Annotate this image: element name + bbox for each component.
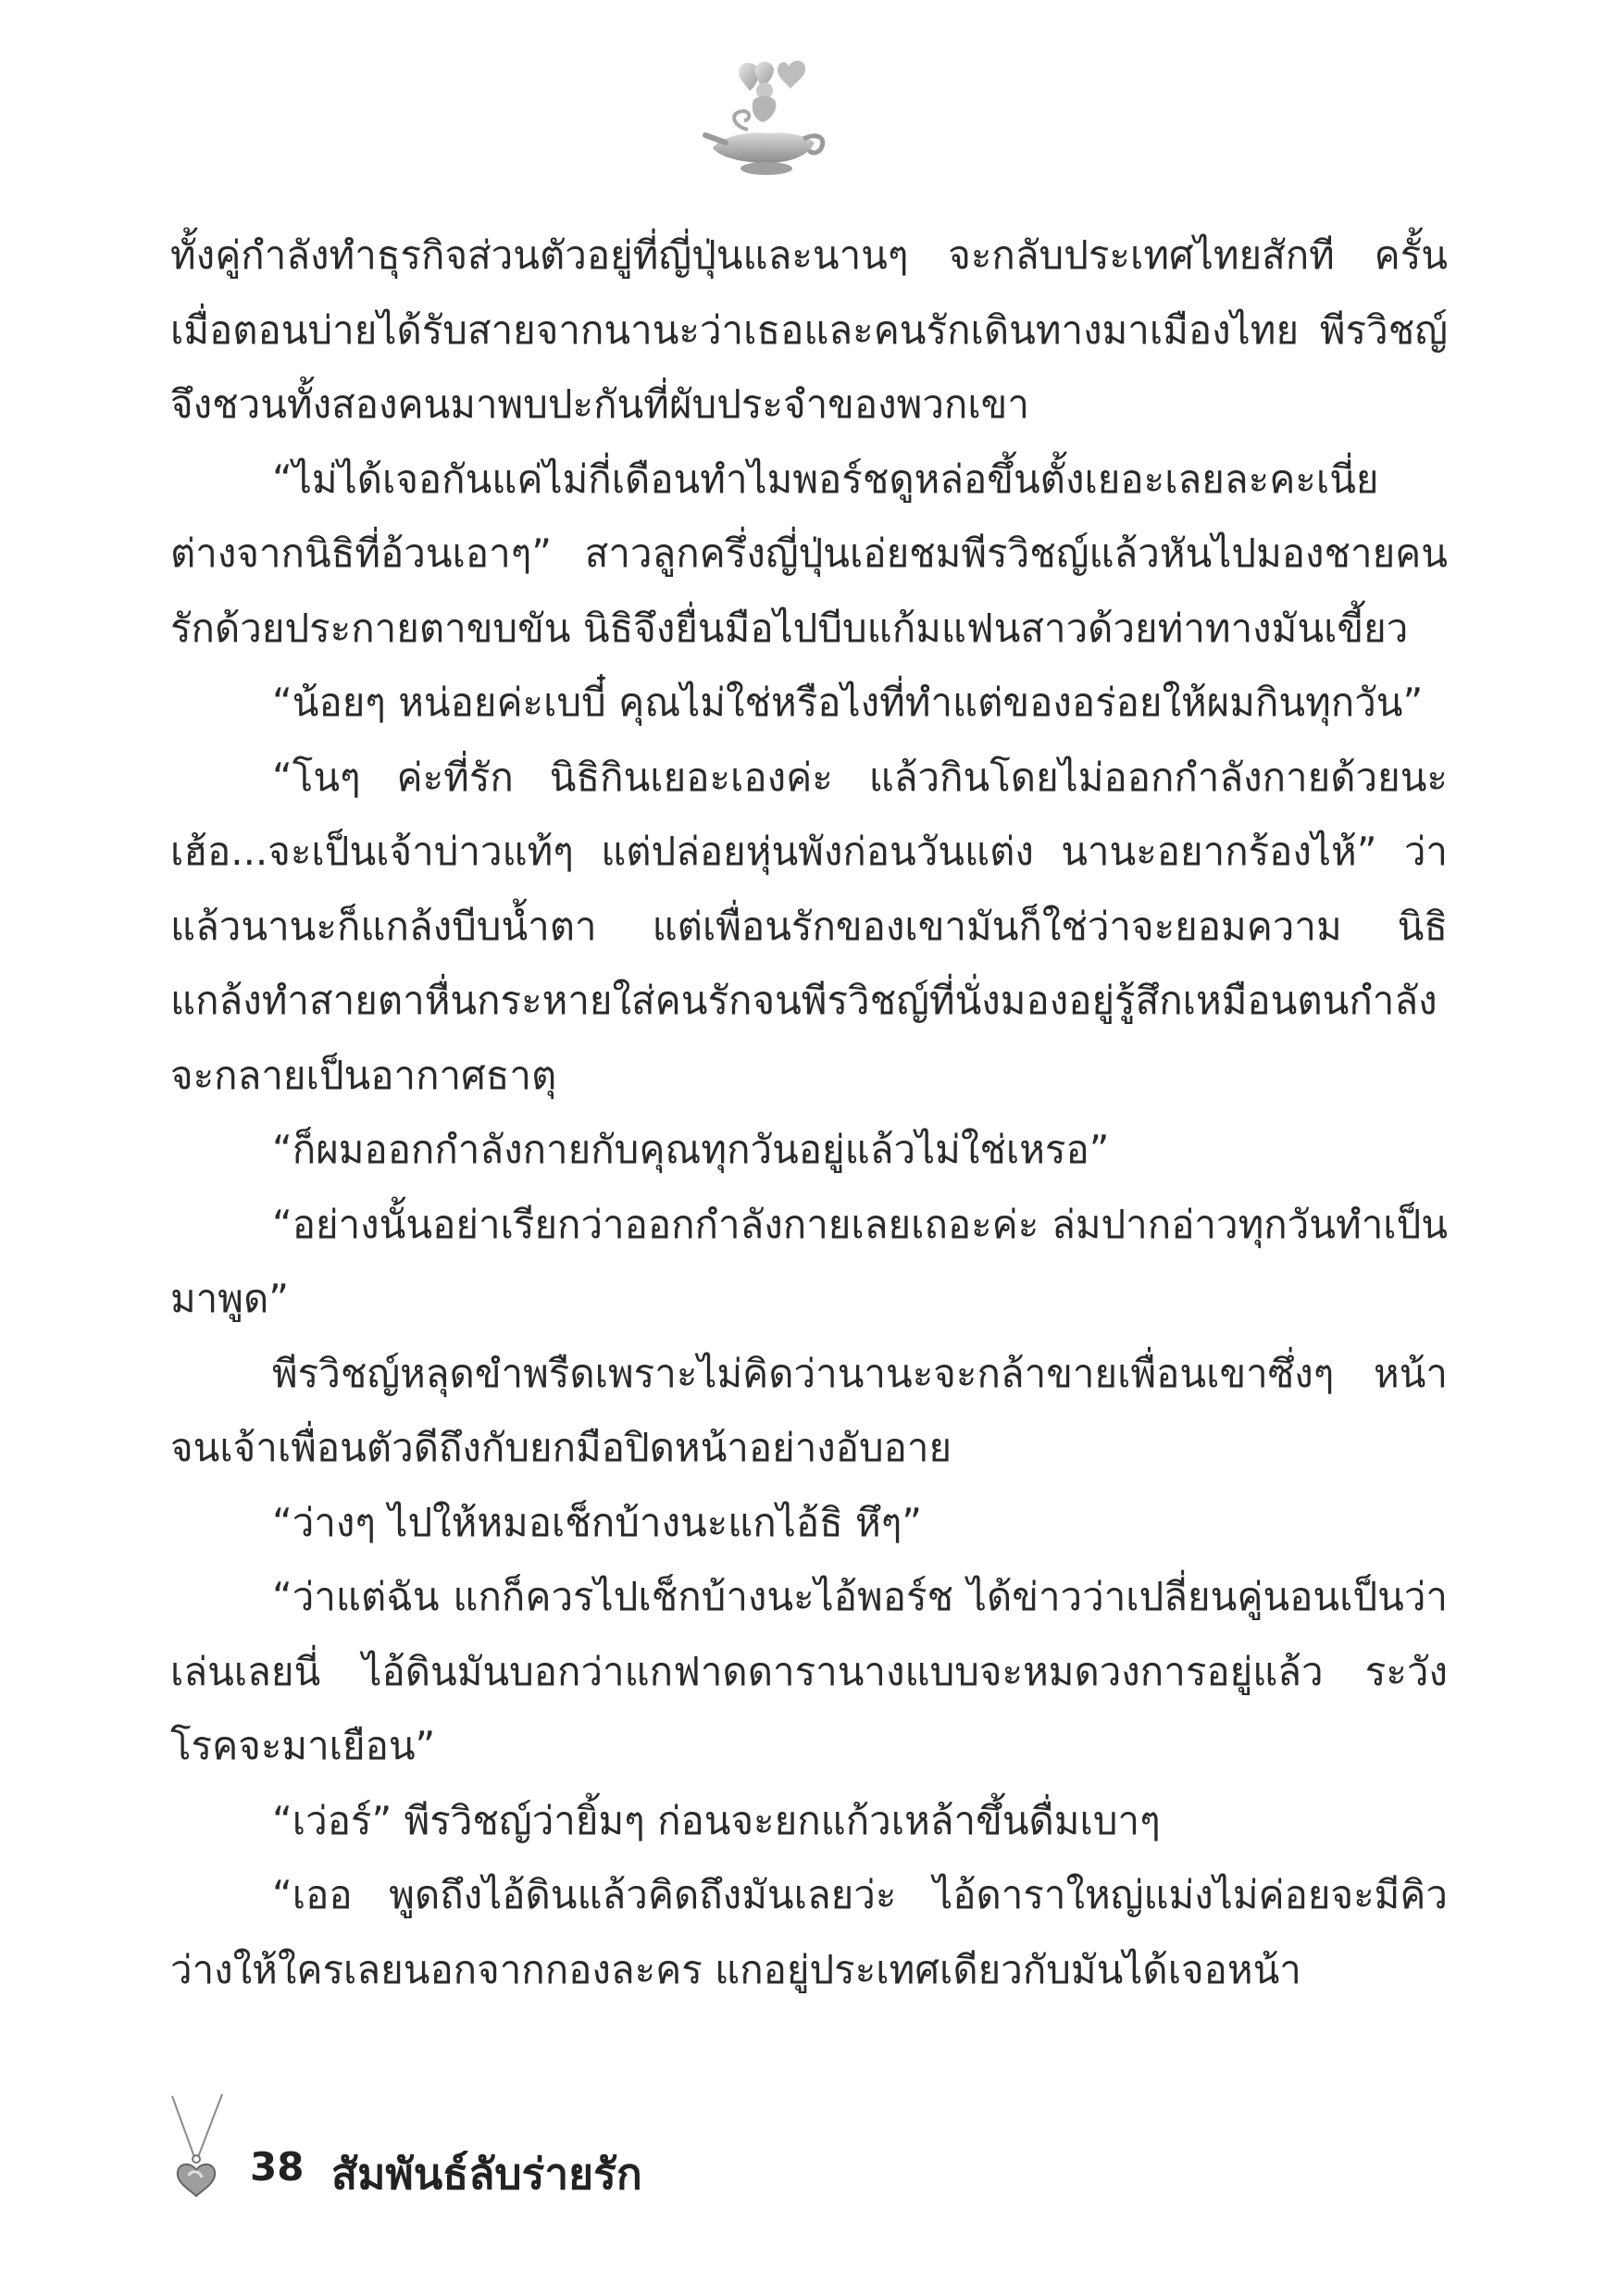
paragraph: “ว่าแต่ฉัน แกก็ควรไปเช็กบ้างนะไอ้พอร์ช ได้ข่าวว่าเปลี่ยนคู่นอนเป็นว่าเล่นเลยนี่ ไอ้ดินมันบอกว่าแกฟาดดารานางแบบจะหมดวงการอยู่แล้ว ระวังโรคจะมาเยือน” (170, 1574, 1448, 1768)
book-title: สัมพันธ์ลับร่ายรัก (331, 2149, 642, 2199)
heart-pendant-icon (165, 2092, 239, 2203)
paragraph: “ก็ผมออกกำลังกายกับคุณทุกวันอยู่แล้วไม่ใช่เหรอ” (272, 1127, 1110, 1172)
paragraph: ทั้งคู่กำลังทำธุรกิจส่วนตัวอยู่ที่ญี่ปุ่นและนานๆ จะกลับประเทศไทยสักที ครั้นเมื่อตอนบ่ายได้รับสายจากนานะว่าเธอและคนรักเดินทางมาเมืองไทย พีรวิชญ์จึงชวนทั้งสองคนมาพบปะกันที่ผับประจำของพวกเขา (170, 232, 1448, 427)
paragraph: “โนๆ ค่ะที่รัก นิธิกินเยอะเองค่ะ แล้วกินโดยไม่ออกกำลังกายด้วยนะ เฮ้อ...จะเป็นเจ้าบ่าวแท้ๆ แต่ปล่อยหุ่นพังก่อนวันแต่ง นานะอยากร้องไห้” ว่าแล้วนานะก็แกล้งบีบน้ำตา แต่เพื่อนรักของเขามันก็ใช่ว่าจะยอมความ นิธิแกล้งทำสายตาหื่นกระหายใส่คนรักจนพีรวิชญ์ที่นั่งมองอยู่รู้สึกเหมือนตนกำลังจะกลายเป็นอากาศธาตุ (170, 754, 1448, 1098)
paragraph: พีรวิชญ์หลุดขำพรืดเพราะไม่คิดว่านานะจะกล้าขายเพื่อนเขาซึ่งๆ หน้า จนเจ้าเพื่อนตัวดีถึงกับยกมือปิดหน้าอย่างอับอาย (170, 1350, 1448, 1470)
paragraph: “ไม่ได้เจอกันแค่ไม่กี่เดือนทำไมพอร์ชดูหล่อขึ้นตั้งเยอะเลยละคะเนี่ย ต่างจากนิธิที่อ้วนเอาๆ” สาวลูกครึ่งญี่ปุ่นเอ่ยชมพีรวิชญ์แล้วหันไปมองชายคนรักด้วยประกายตาขบขัน นิธิจึงยื่นมือไปบีบแก้มแฟนสาวด้วยท่าทางมันเขี้ยว (170, 455, 1448, 651)
body-text (170, 218, 1448, 2007)
paragraph: “เว่อร์” พีรวิชญ์ว่ายิ้มๆ ก่อนจะยกแก้วเหล้าขึ้นดื่มเบาๆ (272, 1797, 1161, 1843)
paragraph: “ว่างๆ ไปให้หมอเช็กบ้างนะแกไอ้ธิ หึๆ” (272, 1499, 923, 1545)
paragraph: “น้อยๆ หน่อยค่ะเบบี๋ คุณไม่ใช่หรือไงที่ทำแต่ของอร่อยให้ผมกินทุกวัน” (272, 680, 1424, 725)
header-ornament (694, 46, 833, 185)
page-number: 38 (250, 2144, 305, 2190)
cupid-lamp-icon (694, 46, 833, 185)
paragraph: “อย่างนั้นอย่าเรียกว่าออกกำลังกายเลยเถอะค่ะ ล่มปากอ่าวทุกวันทำเป็นมาพูด” (170, 1201, 1448, 1321)
paragraph: “เออ พูดถึงไอ้ดินแล้วคิดถึงมันเลยว่ะ ไอ้ดาราใหญ่แม่งไม่ค่อยจะมีคิวว่างให้ใครเลยนอกจากกองละคร แกอยู่ประเทศเดียวกับมันได้เจอหน้า (170, 1872, 1448, 1992)
page-footer (165, 2092, 813, 2203)
footer-ornament (165, 2092, 239, 2203)
